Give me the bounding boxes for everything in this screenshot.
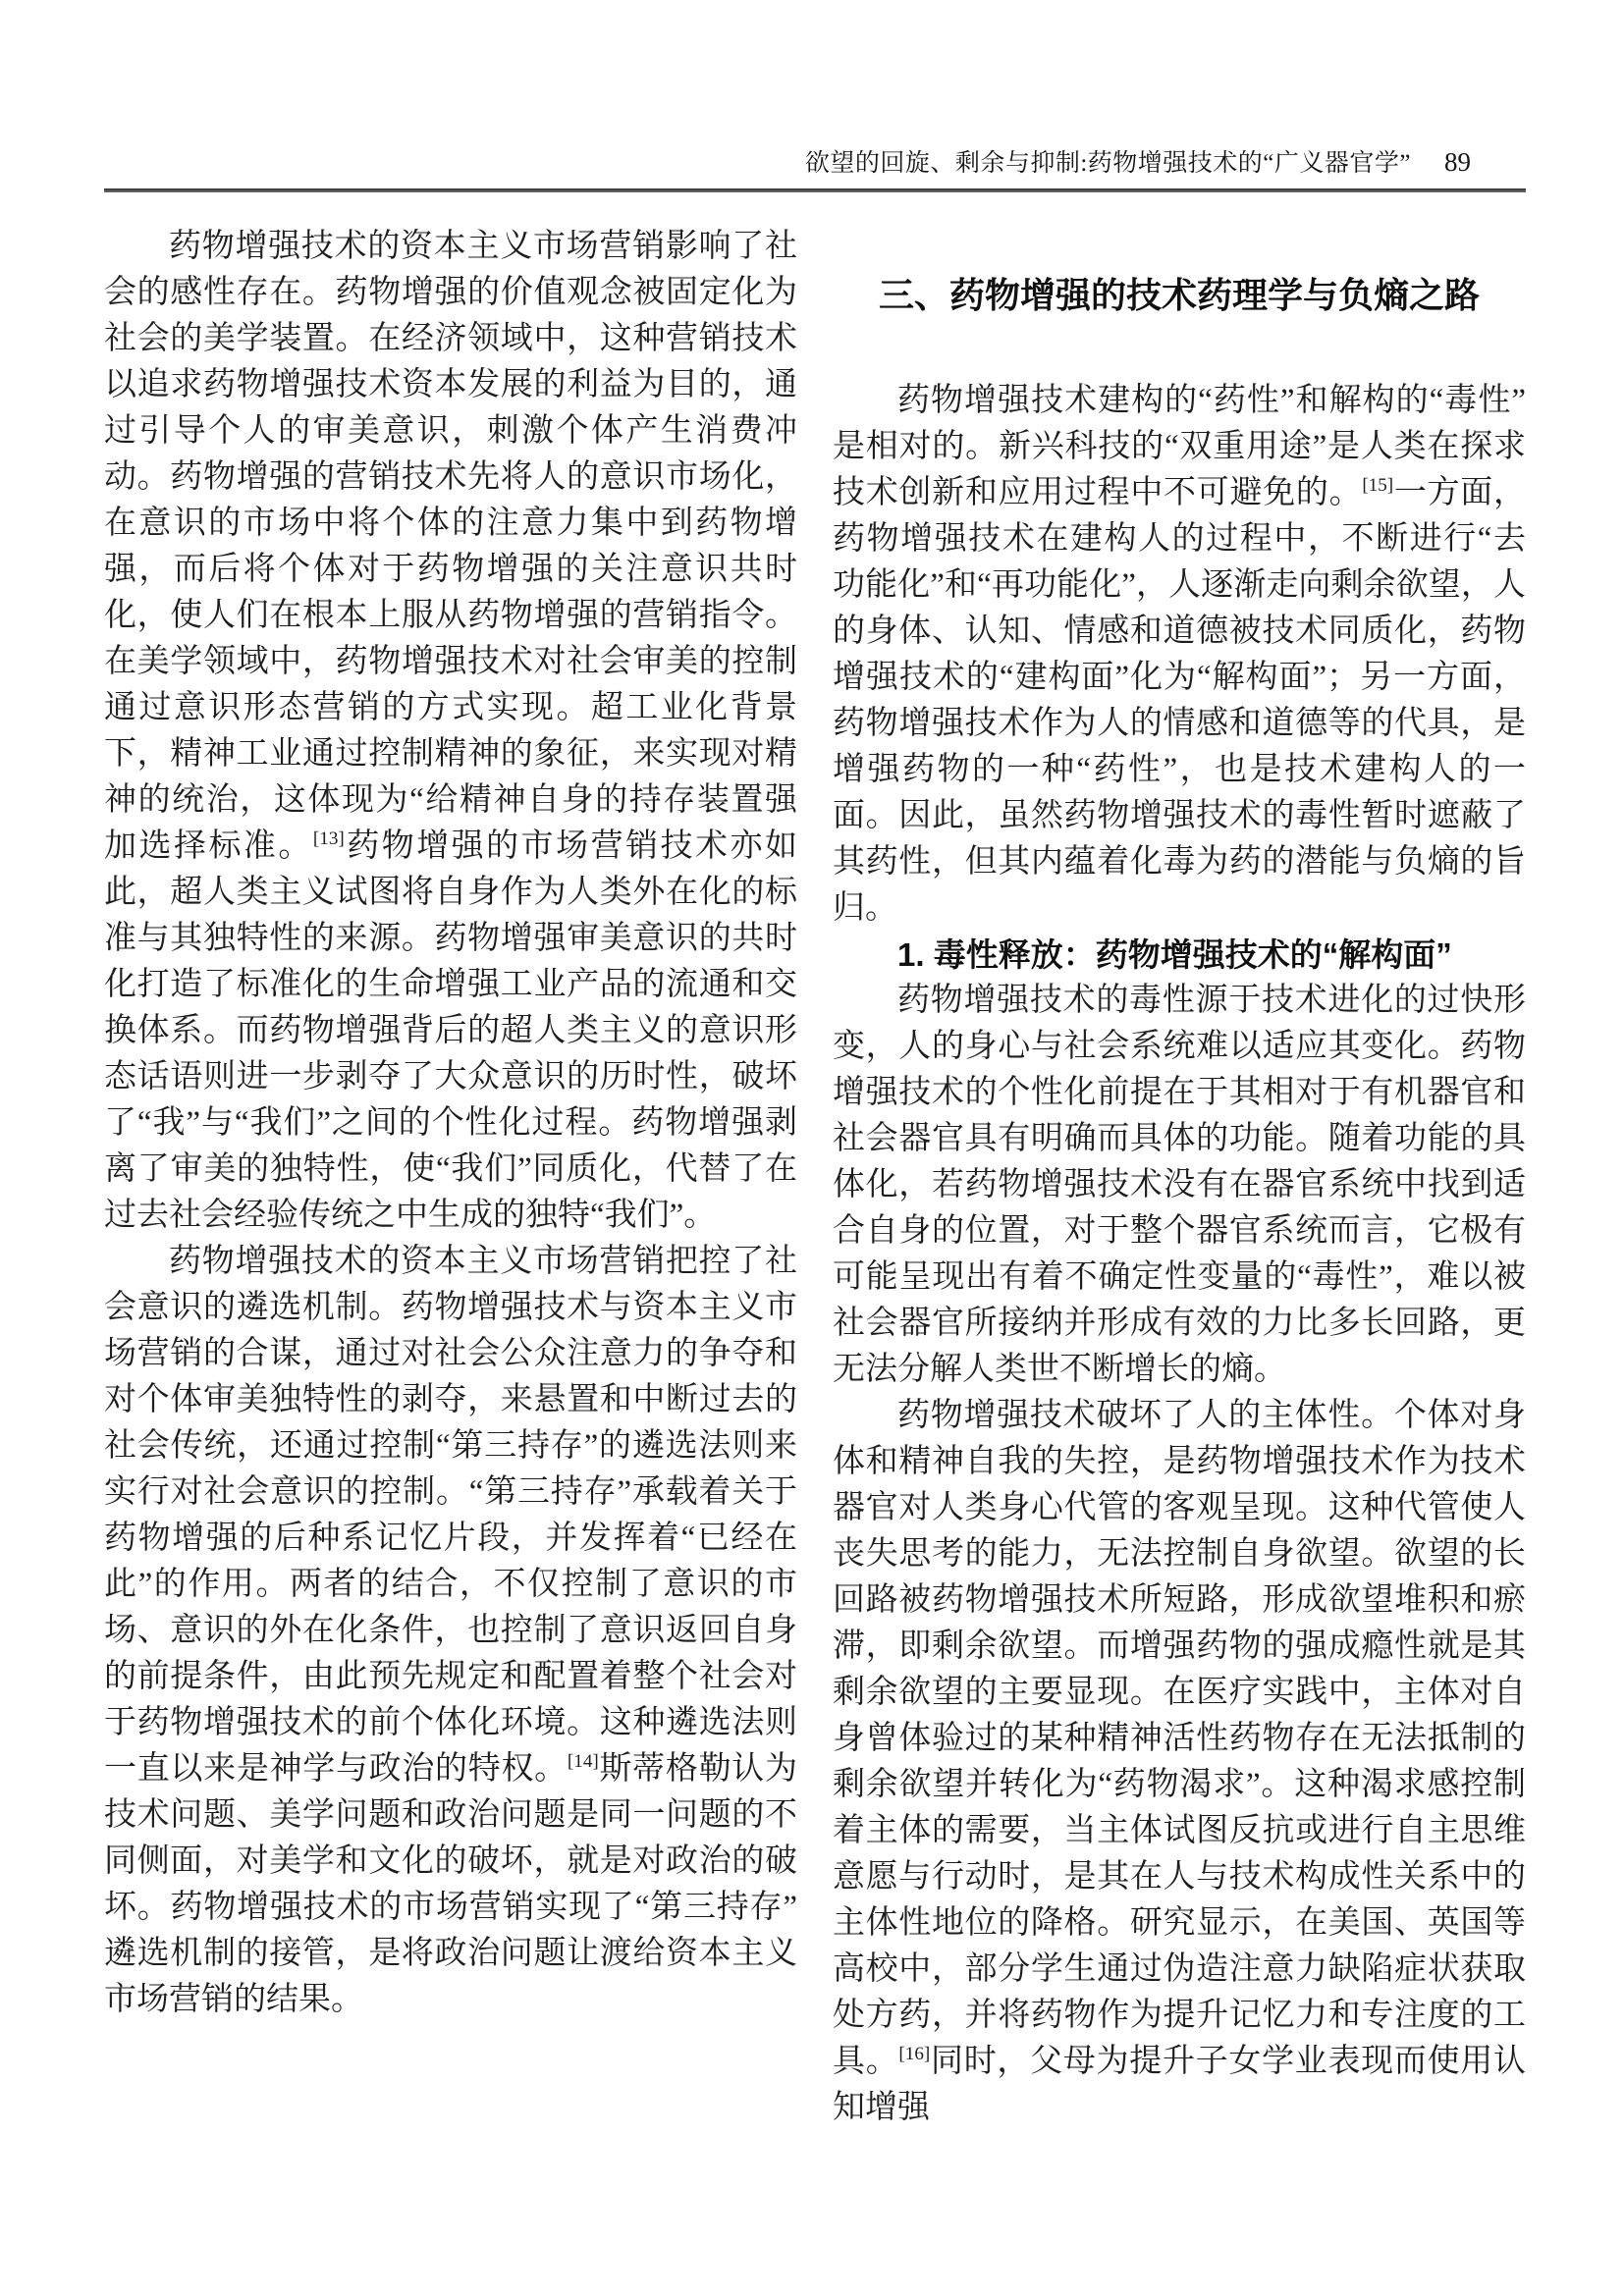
- running-header: [104, 143, 1471, 179]
- header-rule: [104, 188, 1526, 192]
- right-column: [833, 224, 1526, 2131]
- subsection-heading: 1. 毒性释放：药物增强技术的“解构面”: [897, 936, 1452, 973]
- paragraph: 药物增强技术破坏了人的主体性。个体对身体和精神自我的失控，是药物增强技术作为技术器官对人类身心代管的客观呈现。这种代管使人丧失思考的能力，无法控制自身欲望。欲望的长回路被药物增强技术所短路，形成欲望堆积和瘀滞，即剩余欲望。而增强药物的强成瘾性就是其剩余欲望的主要显现。在医疗实践中，主体对自身曾体验过的某种精神活性药物存在无法抵制的剩余欲望并转化为“药物渴求”。这种渴求感控制着主体的需要，当主体试图反抗或进行自主思维意愿与行动时，是其在人与技术构成性关系中的主体性地位的降格。研究显示，在美国、英国等高校中，部分学生通过伪造注意力缺陷症状获取处方药，并将药物作为提升记忆力和专注度的工具。[16]同时，父母为提升子女学业表现而使用认知增强: [833, 1398, 1527, 2125]
- citation-ref: [14]: [567, 1751, 599, 1772]
- running-title: 欲望的回旋、剩余与抑制:药物增强技术的“广义器官学”: [804, 150, 1411, 177]
- section-heading: 三、药物增强的技术药理学与负熵之路: [878, 275, 1480, 315]
- paragraph: 药物增强技术的资本主义市场营销把控了社会意识的遴选机制。药物增强技术与资本主义市场营销的合谋，通过对社会公众注意力的争夺和对个体审美独特性的剥夺，来悬置和中断过去的社会传统，还通过控制“第三持存”的遴选法则来实行对社会意识的控制。“第三持存”承载着关于药物增强的后种系记忆片段，并发挥着“已经在此”的作用。两者的结合，不仅控制了意识的市场、意识的外在化条件，也控制了意识返回自身的前提条件，由此预先规定和配置着整个社会对于药物增强技术的前个体化环境。这种遴选法则一直以来是神学与政治的特权。[14]斯蒂格勒认为技术问题、美学问题和政治问题是同一问题的不同侧面，对美学和文化的破坏，就是对政治的破坏。药物增强技术的市场营销实现了“第三持存”遴选机制的接管，是将政治问题让渡给资本主义市场营销的结果。: [104, 1244, 798, 2017]
- paragraph: 药物增强技术的毒性源于技术进化的过快形变，人的身心与社会系统难以适应其变化。药物增强技术的个性化前提在于其相对于有机器官和社会器官具有明确而具体的功能。随着功能的具体化，若药物增强技术没有在器官系统中找到适合自身的位置，对于整个器官系统而言，它极有可能呈现出有着不确定性变量的“毒性”，难以被社会器官所接纳并形成有效的力比多长回路，更无法分解人类世不断增长的熵。: [833, 983, 1526, 1387]
- paragraph: 药物增强技术建构的“药性”和解构的“毒性”是相对的。新兴科技的“双重用途”是人类在探求技术创新和应用过程中不可避免的。[15]一方面，药物增强技术在建构人的过程中，不断进行“去功能化”和“再功能化”，人逐渐走向剩余欲望，人的身体、认知、情感和道德被技术同质化，药物增强技术的“建构面”化为“解构面”；另一方面，药物增强技术作为人的情感和道德等的代具，是增强药物的一种“药性”，也是技术建构人的一面。因此，虽然药物增强技术的毒性暂时遮蔽了其药性，但其内蕴着化毒为药的潜能与负熵的旨归。: [833, 383, 1527, 926]
- paragraph: 药物增强技术的资本主义市场营销影响了社会的感性存在。药物增强的价值观念被固定化为社会的美学装置。在经济领域中，这种营销技术以追求药物增强技术资本发展的利益为目的，通过引导个人的审美意识，刺激个体产生消费冲动。药物增强的营销技术先将人的意识市场化，在意识的市场中将个体的注意力集中到药物增强，而后将个体对于药物增强的关注意识共时化，使人们在根本上服从药物增强的营销指令。在美学领域中，药物增强技术对社会审美的控制通过意识形态营销的方式实现。超工业化背景下，精神工业通过控制精神的象征，来实现对精神的统治，这体现为“给精神自身的持存装置强加选择标准。[13]药物增强的市场营销技术亦如此，超人类主义试图将自身作为人类外在化的标准与其独特性的来源。药物增强审美意识的共时化打造了标准化的生命增强工业产品的流通和交换体系。而药物增强背后的超人类主义的意识形态话语则进一步剥夺了大众意识的历时性，破坏了“我”与“我们”之间的个性化过程。药物增强剥离了审美的独特性，使“我们”同质化，代替了在过去社会经验传统之中生成的独特“我们”。: [104, 229, 798, 1233]
- citation-ref: [16]: [898, 2044, 931, 2064]
- page-number: 89: [1444, 147, 1471, 177]
- citation-ref: [15]: [1362, 475, 1394, 496]
- text-columns: [104, 224, 1526, 2131]
- left-column: [104, 224, 797, 2131]
- citation-ref: [13]: [312, 828, 345, 849]
